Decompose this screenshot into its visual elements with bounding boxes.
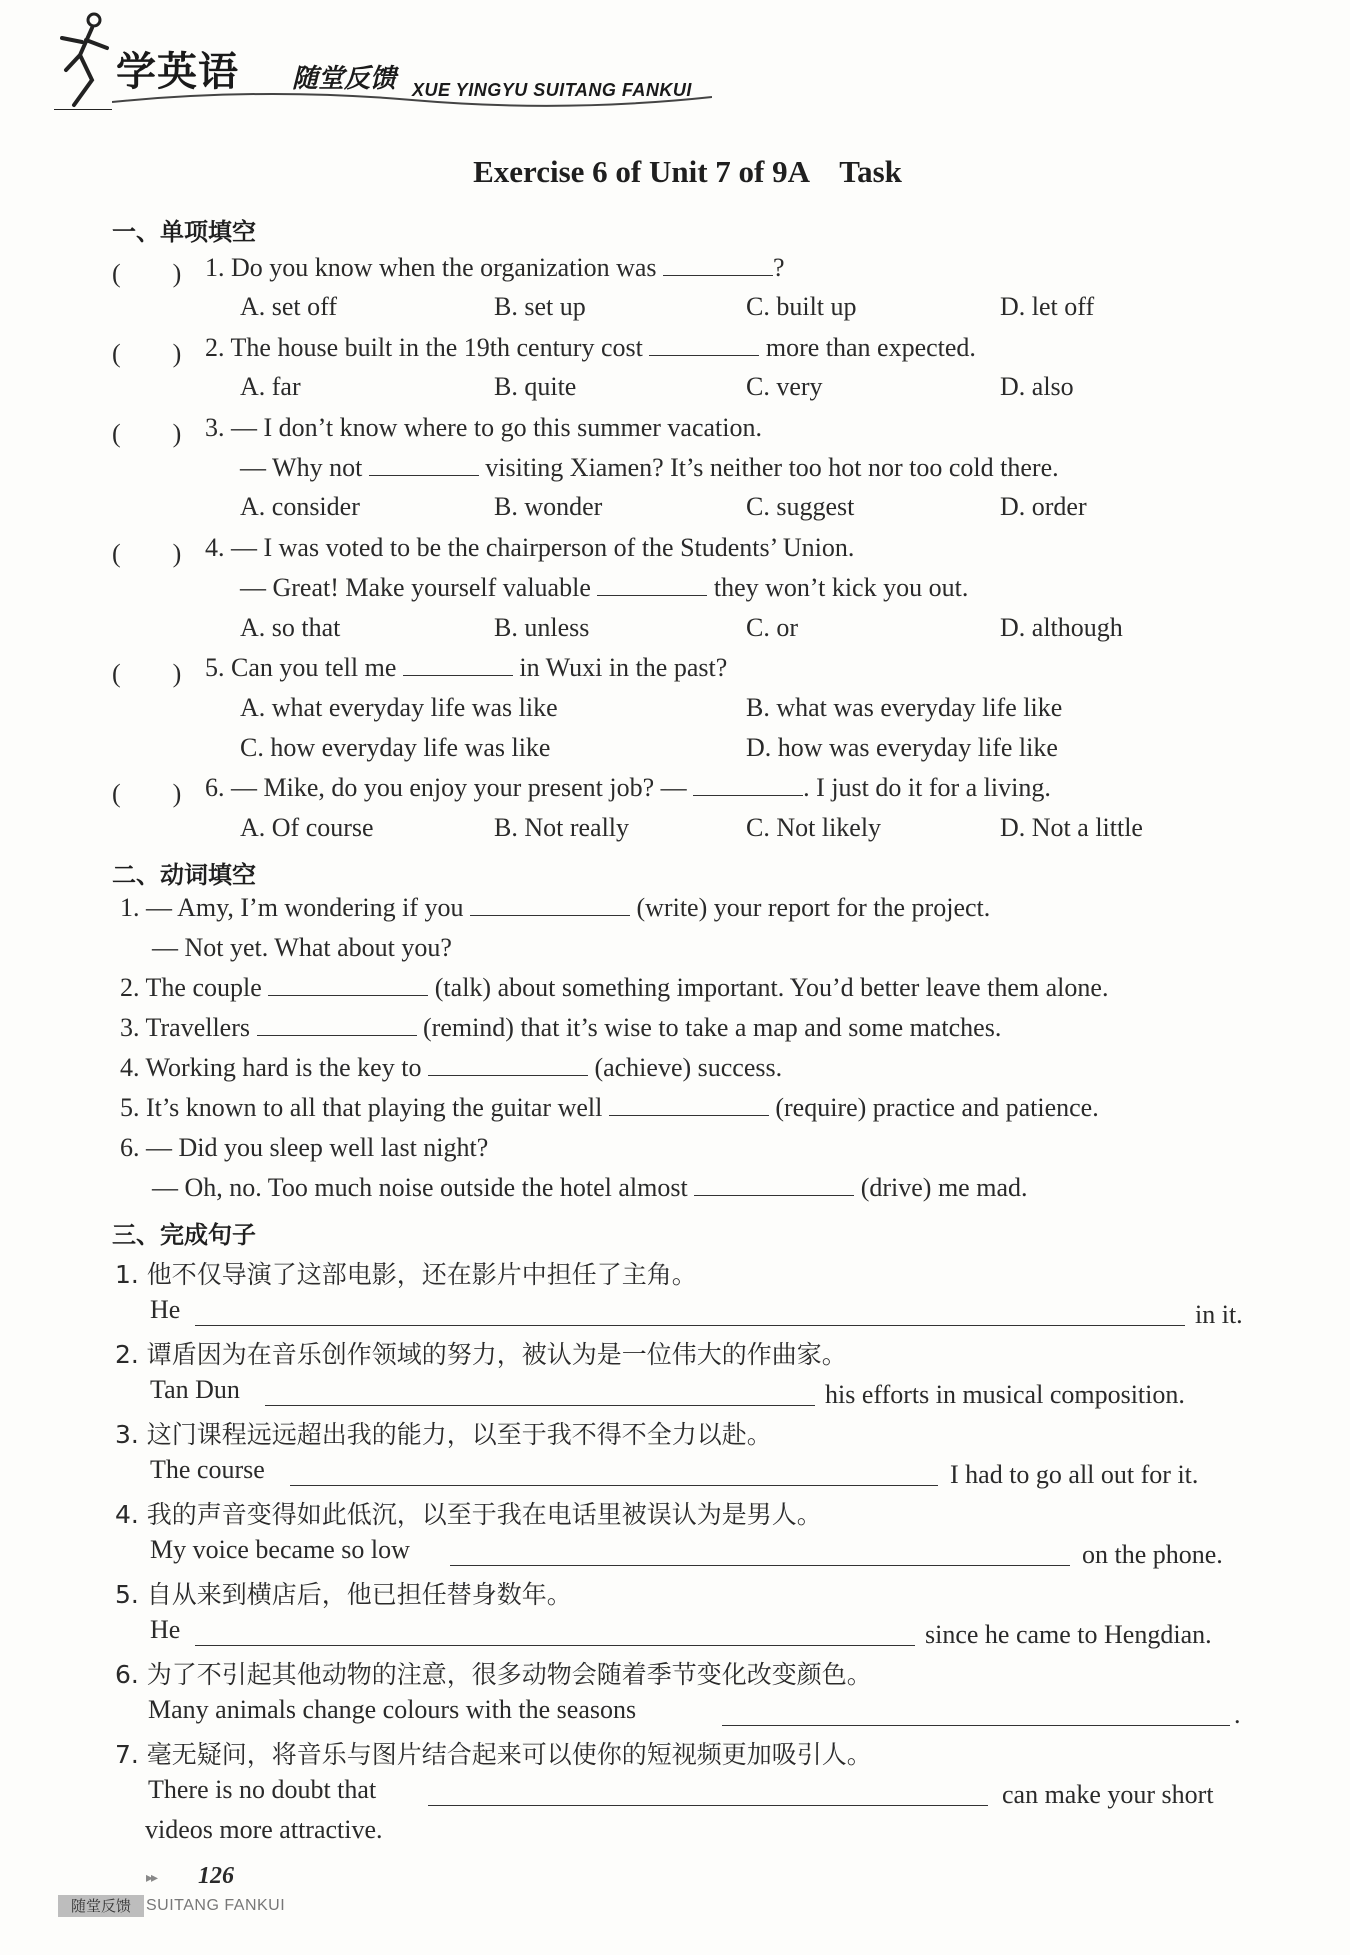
verb-item: 6. — Did you sleep well last night? bbox=[120, 1133, 489, 1162]
answer-blank[interactable] bbox=[428, 1783, 988, 1806]
item-text: 3. Travellers bbox=[120, 1013, 250, 1042]
answer-blank[interactable] bbox=[428, 1053, 588, 1076]
header-pinyin: XUE YINGYU SUITANG FANKUI bbox=[412, 80, 692, 100]
sentence-prompt: He bbox=[150, 1295, 181, 1324]
sentence-prompt: There is no doubt that bbox=[148, 1775, 377, 1804]
option-b[interactable]: B. set up bbox=[494, 292, 586, 321]
sentence-end: can make your short bbox=[1002, 1780, 1214, 1809]
verb-item bbox=[120, 1013, 1001, 1043]
answer-blank[interactable] bbox=[268, 973, 428, 996]
sentence-prompt: Many animals change colours with the seasons bbox=[148, 1695, 637, 1724]
answer-blank[interactable] bbox=[693, 773, 803, 796]
sentence-chinese: 3. 这门课程远远超出我的能力，以至于我不得不全力以赴。 bbox=[115, 1420, 772, 1449]
answer-blank[interactable] bbox=[597, 573, 707, 596]
question-text: — Great! Make yourself valuable bbox=[240, 573, 591, 602]
answer-blank[interactable] bbox=[663, 253, 773, 276]
answer-blank[interactable] bbox=[195, 1623, 915, 1646]
sentence-end: in it. bbox=[1195, 1300, 1243, 1329]
option-a[interactable]: A. set off bbox=[240, 292, 338, 321]
sentence-chinese: 7. 毫无疑问，将音乐与图片结合起来可以使你的短视频更加吸引人。 bbox=[115, 1740, 872, 1769]
option-c[interactable]: C. very bbox=[746, 372, 823, 401]
page-arrow-icon: ▸▸ bbox=[146, 1871, 157, 1886]
option-d[interactable]: D. let off bbox=[1000, 292, 1095, 321]
question-stem: 4. — I was voted to be the chairperson of the Students’ Union. bbox=[205, 533, 855, 562]
footer-pinyin: SUITANG FANKUI bbox=[146, 1897, 286, 1914]
verb-item bbox=[120, 893, 990, 923]
question-end: . I just do it for a living. bbox=[803, 773, 1051, 802]
question-stem bbox=[205, 253, 785, 283]
option-d[interactable]: D. Not a little bbox=[1000, 813, 1143, 842]
option-a[interactable]: A. far bbox=[240, 372, 301, 401]
sentence-chinese: 2. 谭盾因为在音乐创作领域的努力，被认为是一位伟大的作曲家。 bbox=[115, 1340, 847, 1369]
verb-item bbox=[120, 973, 1108, 1003]
sentence-prompt: My voice became so low bbox=[150, 1535, 410, 1564]
item-text: 2. The couple bbox=[120, 973, 262, 1002]
question-end: ? bbox=[773, 253, 785, 282]
question-text: visiting Xiamen? It’s neither too hot nor too cold there. bbox=[485, 453, 1059, 482]
answer-blank[interactable] bbox=[649, 333, 759, 356]
sentence-end: I had to go all out for it. bbox=[950, 1460, 1199, 1489]
item-text: (remind) that it’s wise to take a map and some matches. bbox=[423, 1013, 1002, 1042]
item-text: (require) practice and patience. bbox=[775, 1093, 1099, 1122]
answer-paren: ( ) bbox=[112, 259, 182, 288]
option-c[interactable]: C. suggest bbox=[746, 492, 855, 521]
item-text: (write) your report for the project. bbox=[636, 893, 991, 922]
answer-blank[interactable] bbox=[369, 453, 479, 476]
item-text: (achieve) success. bbox=[594, 1053, 783, 1082]
question-text: 2. The house built in the 19th century cost bbox=[205, 333, 643, 362]
option-c[interactable]: C. built up bbox=[746, 292, 857, 321]
answer-blank[interactable] bbox=[290, 1463, 938, 1486]
sentence-prompt: He bbox=[150, 1615, 181, 1644]
question-stem bbox=[205, 333, 976, 363]
question-text: 5. Can you tell me bbox=[205, 653, 397, 682]
question-end: more than expected. bbox=[765, 333, 976, 362]
sentence-continuation: videos more attractive. bbox=[145, 1815, 383, 1844]
option-b[interactable]: B. wonder bbox=[494, 492, 603, 521]
answer-blank[interactable] bbox=[265, 1383, 815, 1406]
answer-blank[interactable] bbox=[195, 1303, 1185, 1326]
verb-item bbox=[120, 1093, 1099, 1123]
question-end: in Wuxi in the past? bbox=[519, 653, 728, 682]
item-text: 5. It’s known to all that playing the guitar well bbox=[120, 1093, 603, 1122]
option-a[interactable]: A. so that bbox=[240, 613, 341, 642]
item-text: (drive) me mad. bbox=[860, 1173, 1028, 1202]
question-text: they won’t kick you out. bbox=[713, 573, 969, 602]
answer-paren: ( ) bbox=[112, 339, 182, 368]
sentence-end: . bbox=[1234, 1700, 1241, 1729]
sentence-end: on the phone. bbox=[1082, 1540, 1223, 1569]
answer-blank[interactable] bbox=[470, 893, 630, 916]
sentence-chinese: 4. 我的声音变得如此低沉，以至于我在电话里被误认为是男人。 bbox=[115, 1500, 822, 1529]
sentence-chinese: 5. 自从来到横店后，他已担任替身数年。 bbox=[115, 1580, 572, 1609]
verb-item bbox=[120, 1053, 782, 1083]
item-text: 4. Working hard is the key to bbox=[120, 1053, 422, 1082]
option-d[interactable]: D. order bbox=[1000, 492, 1087, 521]
item-text: (talk) about something important. You’d better leave them alone. bbox=[434, 973, 1109, 1002]
question-line bbox=[240, 573, 968, 603]
footer-label: 随堂反馈 bbox=[58, 1895, 144, 1917]
option-c[interactable]: C. or bbox=[746, 613, 798, 642]
item-text: — Oh, no. Too much noise outside the hotel almost bbox=[152, 1173, 688, 1202]
answer-blank[interactable] bbox=[257, 1013, 417, 1036]
answer-blank[interactable] bbox=[722, 1703, 1230, 1726]
sentence-end: his efforts in musical composition. bbox=[825, 1380, 1185, 1409]
option-b[interactable]: B. what was everyday life like bbox=[746, 693, 1063, 722]
question-stem bbox=[205, 653, 727, 683]
answer-paren: ( ) bbox=[112, 779, 182, 808]
answer-blank[interactable] bbox=[694, 1173, 854, 1196]
answer-blank[interactable] bbox=[609, 1093, 769, 1116]
item-text: 1. — Amy, I’m wondering if you bbox=[120, 893, 464, 922]
question-line bbox=[240, 453, 1059, 483]
option-d[interactable]: D. although bbox=[1000, 613, 1123, 642]
answer-paren: ( ) bbox=[112, 659, 182, 688]
option-d[interactable]: D. also bbox=[1000, 372, 1074, 401]
verb-item-line: — Not yet. What about you? bbox=[152, 933, 452, 962]
sentence-prompt: Tan Dun bbox=[150, 1375, 240, 1404]
option-a[interactable]: A. consider bbox=[240, 492, 360, 521]
question-stem: 3. — I don’t know where to go this summer vacation. bbox=[205, 413, 762, 442]
answer-paren: ( ) bbox=[112, 419, 182, 448]
answer-blank[interactable] bbox=[403, 653, 513, 676]
sentence-chinese: 1. 他不仅导演了这部电影，还在影片中担任了主角。 bbox=[115, 1260, 697, 1289]
question-stem bbox=[205, 773, 1051, 803]
sentence-end: since he came to Hengdian. bbox=[925, 1620, 1212, 1649]
option-a[interactable]: A. Of course bbox=[240, 813, 374, 842]
option-d[interactable]: D. how was everyday life like bbox=[746, 733, 1058, 762]
question-text: 6. — Mike, do you enjoy your present job? — bbox=[205, 773, 687, 802]
verb-item-line bbox=[152, 1173, 1027, 1203]
option-b[interactable]: B. Not really bbox=[494, 813, 630, 842]
sentence-prompt: The course bbox=[150, 1455, 265, 1484]
section-heading: 三、完成句子 bbox=[112, 1221, 256, 1249]
option-a[interactable]: A. what everyday life was like bbox=[240, 693, 558, 722]
question-text: — Why not bbox=[240, 453, 363, 482]
option-c[interactable]: C. how everyday life was like bbox=[240, 733, 551, 762]
page-title: Exercise 6 of Unit 7 of 9A Task bbox=[473, 154, 902, 189]
sentence-chinese: 6. 为了不引起其他动物的注意，很多动物会随着季节变化改变颜色。 bbox=[115, 1660, 872, 1689]
page-header bbox=[52, 10, 692, 105]
option-b[interactable]: B. unless bbox=[494, 613, 590, 642]
page-number: 126 bbox=[198, 1863, 234, 1889]
header-subtitle: 随堂反馈 bbox=[292, 64, 397, 94]
answer-blank[interactable] bbox=[450, 1543, 1070, 1566]
question-text: 1. Do you know when the organization was bbox=[205, 253, 657, 282]
option-c[interactable]: C. Not likely bbox=[746, 813, 882, 842]
section-heading: 二、动词填空 bbox=[112, 861, 256, 889]
section-heading: 一、单项填空 bbox=[112, 218, 256, 246]
header-title: 学英语 bbox=[116, 49, 239, 95]
answer-paren: ( ) bbox=[112, 539, 182, 568]
option-b[interactable]: B. quite bbox=[494, 372, 577, 401]
